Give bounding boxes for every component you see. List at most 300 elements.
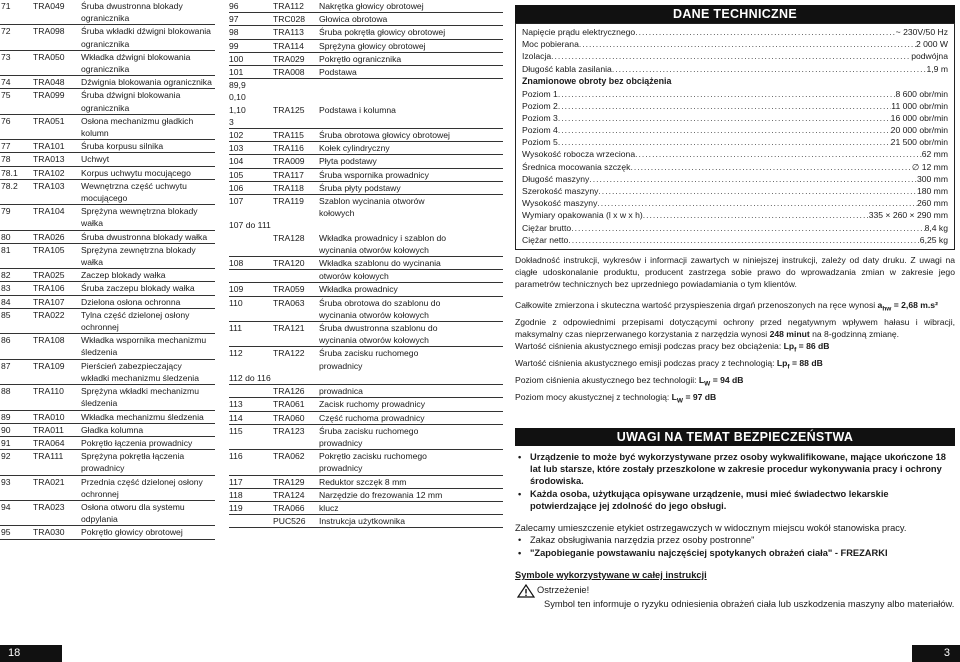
part-description [319,91,503,103]
part-description: wycinania otworów kołowych [319,335,429,346]
part-code: TRA064 [33,437,65,448]
part-row [0,308,215,321]
part-row [229,13,503,26]
part-description: Śruba dwustronna szablonu do [319,323,438,334]
part-description: ogranicznika [81,64,130,75]
part-number [0,488,33,501]
part-description: Śruba zacisku ruchomego [319,425,419,436]
spec-value: podwójna [911,51,948,62]
vibration-value: $a_{hw} = 2,68$ m.s² [877,299,938,313]
part-number [0,321,33,334]
spec-row [522,63,948,75]
part-row [0,282,215,295]
part-number [229,232,273,244]
part-row [0,488,215,501]
part-number [0,102,33,115]
part-number [229,462,273,475]
spec-row [522,197,948,209]
leader-dots [579,38,916,50]
spec-label: Poziom 5 [522,137,558,148]
stickers-list [515,534,955,559]
part-description: Płyta podstawy [319,156,377,167]
part-number: 115 [229,425,243,436]
part-code: TRA051 [33,115,65,126]
part-code: TRA102 [33,167,65,178]
part-number: 3 [229,116,234,127]
part-number [0,372,33,385]
part-row [0,410,215,423]
part-description: Osłona otworu dla systemu [81,501,185,512]
part-code: TRA098 [33,26,65,37]
page-number-left: 18 [0,645,62,662]
spec-row [522,173,948,185]
spec-value: 300 mm [916,173,948,184]
part-description: klucz [319,502,339,513]
spec-row [522,26,948,38]
spec-row [522,161,948,173]
part-number: 86 [1,335,11,346]
part-code: TRA030 [33,527,65,538]
part-row [229,142,503,155]
exposure-text: Zgodnie z odpowiednimi przepisami dotyczącymi ochrony przed negatywnym wpływem hałasu i wibracji, maksymalny czas nieprzerwanego korzystania z narzędzia wynosi 248 minut na 8-godzinną zmianę. [515,316,955,339]
part-number: 1,10 [229,104,246,115]
part-description: Śruba dwustronna blokady wałka [81,231,208,242]
part-code: TRA026 [33,231,65,242]
spec-label: Ciężar brutto [522,222,572,233]
part-code [33,127,81,140]
part-code: TRA114 [273,40,304,51]
part-code: TRA009 [273,156,305,167]
part-row [229,462,503,475]
part-description: wałka [81,218,103,229]
spec-group-dimensions [522,148,948,246]
part-code: TRA126 [273,386,305,397]
part-code: TRA109 [33,360,65,371]
part-description: Śruba płyty podstawy [319,182,401,193]
part-description: Sprężyna wkładki mechanizmu [81,386,199,397]
spec-value: 21 500 obr/min [890,137,948,148]
part-row [229,116,503,129]
noise-line: Poziom mocy akustycznej z technologią: $L_W = 97$ dB [515,391,717,405]
part-number [229,334,273,347]
leader-dots [558,112,891,124]
leader-dots [635,148,922,160]
part-row [0,334,215,347]
part-range: 112 do 116 [229,372,271,383]
part-number: 71 [1,1,11,11]
part-code: TRC028 [273,14,305,25]
leader-dots [558,100,891,112]
spec-row [522,222,948,234]
part-description: Zaczep blokady wałka [81,270,166,281]
part-code [33,346,81,359]
part-description: Sprężyna pokrętła łączenia [81,451,185,462]
spec-label: Izolacja [522,51,552,62]
symbols-title: Symbole wykorzystywane w całej instrukcji [515,569,707,580]
spec-label: Napięcie prądu elektrycznego [522,27,636,37]
accuracy-note: Dokładność instrukcji, wykresów i informacji zawartych w niniejszej instrukcji, zależy od daty druku. Z uwagi na ciągłe udoskonalanie produktu, producent zastrzega sobie prawo do wprowadzania zmian w zakresie jego parametrów technicznych bez uprzedniego powiadamiania o tym klientów. [515,254,955,290]
part-description: Śruba zaczepu blokady wałka [81,283,195,294]
safety-header: UWAGI NA TEMAT BEZPIECZEŃSTWA [515,428,955,446]
leader-dots [558,136,891,148]
part-description: Śruba dźwigni blokowania [81,90,181,101]
spec-value: 20 000 obr/min [890,125,948,136]
part-number: 90 [1,424,11,435]
part-row [0,526,215,539]
part-number: 94 [1,501,11,512]
part-row [0,25,215,38]
part-number [229,360,273,372]
spec-row [522,38,948,50]
part-code [273,79,319,92]
part-code: TRA120 [273,258,305,269]
safety-item: • Urządzenie to może być wykorzystywane przez osoby wykwalifikowane, mające ukończone 18 lat lub starsze, które zostały przeszkolone w zakresie procedur wykonywania pracy i ochrony środowiska. [515,451,955,488]
part-number: 106 [229,182,244,193]
part-number [0,192,33,205]
part-number: 84 [1,296,11,307]
spec-label: Wymiary opakowania (l x w x h) [522,210,643,221]
part-number: 104 [229,156,244,167]
spec-label: Średnica mocowania szczęk [522,161,631,172]
part-number: 102 [229,130,244,141]
part-number [0,63,33,76]
part-row [0,346,215,359]
part-description: Korpus uchwytu mocującego [81,167,191,178]
tech-data-header: DANE TECHNICZNE [515,5,955,23]
part-description: Wkładka wspornika mechanizmu [81,335,207,346]
part-number: 79 [1,206,11,217]
part-code: TRA119 [273,196,304,207]
part-code [33,217,81,230]
spec-label: Poziom 2 [522,100,558,111]
part-code [33,513,81,526]
part-code [33,12,81,25]
spec-label: Ciężar netto [522,234,569,245]
part-number [229,515,273,528]
part-number: 101 [229,67,244,78]
part-code: TRA103 [33,180,65,191]
exposure-time: 248 minut [769,328,810,339]
part-code: TRA060 [273,412,305,423]
part-description: Śruba pokrętła głowicy obrotowej [319,27,446,38]
part-number [229,270,273,283]
part-row [0,76,215,89]
part-description: Narzędzie do frezowania 12 mm [319,489,443,500]
spec-value: 1,9 m [926,63,948,74]
part-number: 74 [1,77,11,88]
part-row [229,155,503,168]
part-description: Wewnętrzna część uchwytu [81,180,187,191]
part-code: TRA111 [33,451,64,462]
part-row [229,91,503,103]
part-number: 89,9 [229,80,246,91]
safety-item: • Każda osoba, użytkująca opisywane urządzenie, musi mieć świadectwo lekarskie potwierdzające jej zdolność do jego obsługi. [515,488,955,513]
part-description: Śruba obrotowa głowicy obrotowej [319,130,450,141]
part-description: Szablon wycinania otworów [319,196,425,207]
spec-label: Poziom 3 [522,112,558,123]
page-number-right: 3 [912,645,960,662]
part-number [0,217,33,230]
part-row [229,450,503,463]
part-description: Śruba zacisku ruchomego [319,348,419,359]
part-row [0,321,215,334]
part-description: Śruba wkładki dźwigni blokowania [81,26,211,37]
parts-list-right [229,0,503,528]
part-code [33,488,81,501]
part-code: TRA112 [273,1,304,11]
spec-row [522,112,948,124]
spec-row [522,209,948,221]
part-row [0,63,215,76]
part-row [0,127,215,140]
spec-value: 180 mm [916,186,948,197]
part-number: 83 [1,283,11,294]
part-number [229,437,273,450]
part-row [0,462,215,475]
part-row [0,38,215,51]
part-code: TRA124 [273,489,305,500]
part-code: TRA117 [273,169,304,180]
part-code [33,462,81,475]
speeds-title: Znamionowe obroty bez obciążenia [522,75,672,86]
part-number: 103 [229,143,244,154]
part-row [229,129,503,142]
part-code: TRA099 [33,90,65,101]
part-description: otworów kołowych [319,271,389,282]
part-number: 88 [1,386,11,397]
part-code: TRA062 [273,451,305,462]
part-number [0,127,33,140]
sticker-item: • "Zapobieganie powstawaniu najczęściej spotykanych obrażeń ciała" - FREZARKI [515,547,955,559]
part-description: ogranicznika [81,102,130,113]
part-code: TRA008 [273,67,305,78]
part-row [229,360,503,372]
part-code [33,102,81,115]
part-number [0,346,33,359]
spec-value: ∅ 12 mm [911,161,948,172]
part-description: wałka [81,257,103,268]
part-description: Śruba korpusu silnika [81,141,164,152]
parts-table-left [0,0,215,540]
part-code [33,192,81,205]
part-code [273,207,319,219]
part-description: Część ruchoma prowadnicy [319,412,425,423]
part-row [229,385,503,398]
part-row [229,219,503,231]
leader-dots [558,124,891,136]
part-description: Śruba obrotowa do szablonu do [319,297,441,308]
part-code: TRA121 [273,323,305,334]
part-code: TRA107 [33,296,65,307]
part-description: Podstawa [319,67,357,78]
part-number: 114 [229,412,243,423]
warning-label: Ostrzeżenie! [537,585,590,596]
spec-row [522,100,948,112]
noise-line: Wartość ciśnienia akustycznego emisji podczas pracy z technologią: $Lp_f = 88$ dB [515,357,823,371]
part-code: TRA108 [33,335,65,346]
part-description: śledzenia [81,347,118,358]
part-code [273,116,319,129]
part-number: 116 [229,451,243,462]
part-code [273,309,319,322]
leader-dots [635,26,895,38]
part-code: TRA011 [33,424,64,435]
part-code: TRA025 [33,270,65,281]
part-number: 78.2 [1,180,18,191]
part-code: TRA023 [33,501,65,512]
part-code [33,256,81,269]
part-description: wycinania otworów kołowych [319,244,429,255]
part-code: TRA048 [33,77,65,88]
part-code: TRA059 [273,284,305,295]
part-row [0,397,215,410]
part-code: TRA122 [273,348,305,359]
part-row [0,192,215,205]
part-number: 87 [1,360,11,371]
part-number: 95 [1,527,11,538]
part-row [229,232,503,244]
part-number: 107 [229,196,244,207]
part-number [0,38,33,51]
spec-label: Poziom 1 [522,88,558,99]
part-code: TRA129 [273,476,305,487]
leader-dots [643,209,869,221]
part-number: 73 [1,51,11,62]
part-number: 72 [1,26,11,37]
part-number: 82 [1,270,11,281]
part-row [0,230,215,243]
part-description: Pokrętło ogranicznika [319,53,402,64]
part-description: Sprężyna głowicy obrotowej [319,40,426,51]
part-description: Gładka kolumna [81,424,144,435]
leader-dots [568,234,919,246]
part-number [0,397,33,410]
part-range: 107 do 111 [229,220,271,231]
part-description: kołowych [319,208,355,219]
part-code [273,244,319,257]
part-number: 81 [1,244,11,255]
warning-text: Symbol ten informuje o ryzyku odniesienia obrażeń ciała lub uszkodzenia maszyny albo materiałów. [544,599,955,610]
tech-specs-box [515,23,955,250]
part-code: TRA022 [33,309,65,320]
leader-dots [597,197,917,209]
part-number: 96 [229,1,239,11]
part-description: Reduktor szczęk 8 mm [319,476,407,487]
part-code: TRA110 [33,386,64,397]
part-row [0,140,215,153]
part-code: TRA106 [33,283,65,294]
part-description: Zacisk ruchomy prowadnicy [319,399,426,410]
part-row [0,513,215,526]
part-description: Przednia część dzielonej osłony [81,476,203,487]
spec-group-general [522,26,948,75]
warning-row [515,584,955,598]
leader-dots [571,222,924,234]
part-description: Pokrętło łączenia prowadnicy [81,437,193,448]
part-row [0,166,215,179]
parts-list-left [0,0,215,540]
part-description: Sprężyna wewnętrzna blokady [81,206,198,217]
spec-label: Poziom 4 [522,125,558,136]
part-description: wkładki mechanizmu śledzenia [81,372,199,383]
part-description: Śruba dwustronna blokady [81,1,183,11]
part-row [0,256,215,269]
spec-value: 16 000 obr/min [890,112,948,123]
part-description: Instrukcja użytkownika [319,516,405,527]
part-number: 77 [1,141,11,152]
part-description: Wkładka prowadnicy [319,284,398,295]
noise-line: Poziom ciśnienia akustycznego bez technologii: $L_W = 94$ dB [515,374,744,388]
part-row [229,168,503,181]
part-description: prowadnicy [319,360,363,371]
part-description: Wkładka dźwigni blokowania [81,51,191,62]
spec-label: Szerokość maszyny [522,186,599,197]
spec-row [522,234,948,246]
part-row [229,39,503,52]
part-description: prowadnicy [319,437,363,448]
part-code [33,38,81,51]
spec-label: Długość kabla zasilania [522,63,612,74]
part-description: prowadnicy [319,463,363,474]
spec-value: 8 600 obr/min [895,88,948,99]
part-description: mocującego [81,193,128,204]
part-row [0,385,215,398]
part-number: 119 [229,502,243,513]
spec-value: 260 mm [916,198,948,209]
part-code: TRA061 [273,399,305,410]
part-row [229,501,503,514]
part-number: 91 [1,437,11,448]
part-number: 108 [229,258,244,269]
part-number [0,256,33,269]
spec-value: 6,25 kg [919,234,948,245]
spec-label: Wysokość maszyny [522,198,598,209]
part-number: 78.1 [1,167,18,178]
part-row [229,322,503,335]
part-description: Dzielona osłona ochronna [81,296,181,307]
part-number: 113 [229,399,243,410]
part-row [229,424,503,437]
part-row [0,205,215,218]
part-description: Śruba wspornika prowadnicy [319,169,429,180]
parts-table-right [229,0,503,528]
part-description: Pokrętło głowicy obrotowej [81,527,183,538]
info-column [515,0,955,610]
part-row [229,411,503,424]
part-code [273,462,319,475]
leader-dots [630,161,911,173]
part-row [0,12,215,25]
part-description: Dźwignia blokowania ogranicznika [81,77,212,88]
part-number: 93 [1,476,11,487]
part-row [0,359,215,372]
part-description: Uchwyt [81,154,110,165]
part-description: prowadnicy [81,463,125,474]
part-description: ochronnej [81,488,119,499]
leader-dots [598,185,917,197]
part-code: TRA101 [33,141,65,152]
part-row [0,0,215,12]
part-row [229,347,503,360]
part-description: Tylna część dzielonej osłony [81,309,190,320]
part-number [0,462,33,475]
part-row [229,488,503,501]
part-description: Pokrętło zacisku ruchomego [319,451,427,462]
part-code [33,63,81,76]
part-row [229,79,503,92]
spec-row [522,50,948,62]
part-row [229,26,503,39]
